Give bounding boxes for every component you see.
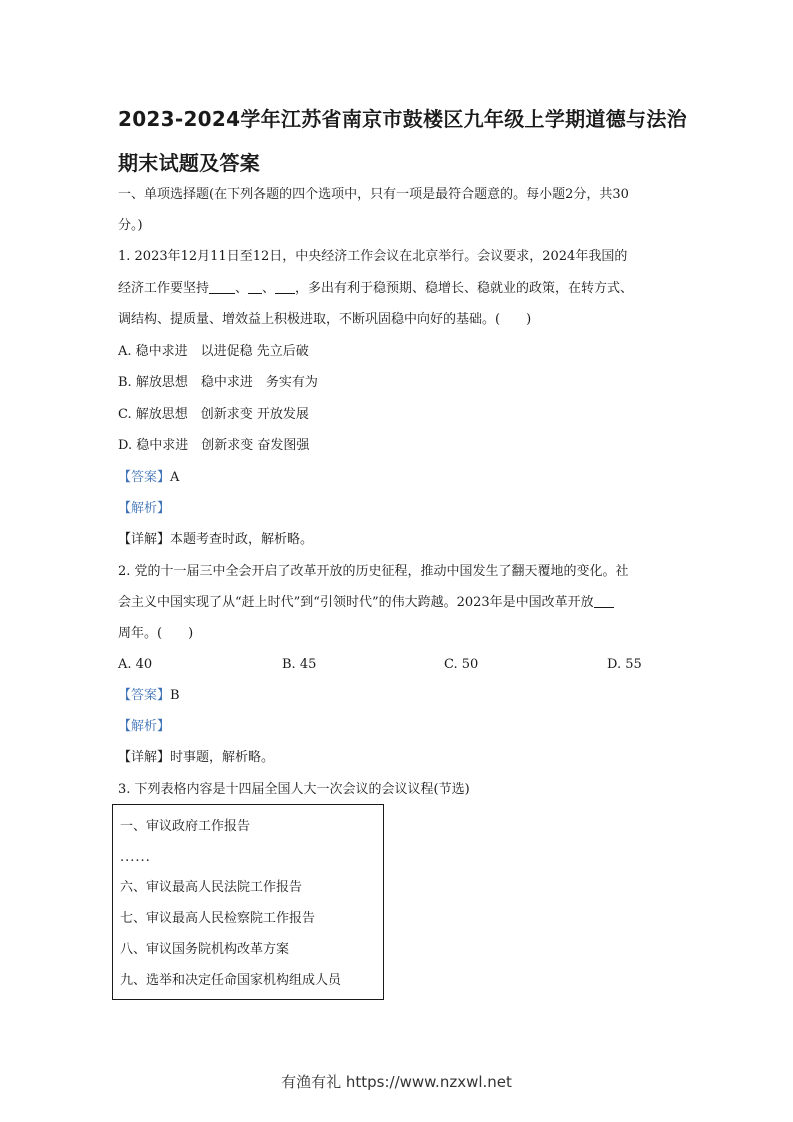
agenda-row: 六、审议最高人民法院工作报告 — [120, 880, 303, 895]
section-instructions-line1: 一、单项选择题(在下列各题的四个选项中，只有一项是最符合题意的。每小题2分，共30 — [118, 187, 629, 202]
q2-option-a: A. 40 — [118, 657, 153, 672]
fill-blank — [209, 279, 235, 294]
agenda-row: 一、审议政府工作报告 — [120, 819, 251, 834]
q2-option-b: B. 45 — [282, 657, 317, 672]
document-title: 2023-2024学年江苏省南京市鼓楼区九年级上学期道德与法治期末试题及答案 — [118, 107, 687, 175]
q1-option-a: A. 稳中求进 以进促稳 先立后破 — [118, 344, 309, 359]
agenda-row: 九、选举和决定任命国家机构组成人员 — [120, 973, 342, 988]
q2-answer — [118, 686, 180, 706]
answer-value: B — [170, 688, 180, 703]
agenda-table — [112, 804, 384, 1000]
q3-stem-line1: 3. 下列表格内容是十四届全国人大一次会议的会议议程(节选) — [118, 782, 470, 797]
q2-detail — [118, 748, 274, 768]
q1-separator: 、 — [235, 281, 249, 296]
answer-label: 【答案】 — [118, 470, 171, 485]
detail-text: 时事题，解析略。 — [170, 750, 275, 765]
q1-stem-line2 — [118, 279, 633, 299]
agenda-row: 八、审议国务院机构改革方案 — [120, 942, 290, 957]
q1-separator: 、 — [262, 281, 276, 296]
fill-blank — [248, 279, 262, 294]
detail-label: 【详解】 — [118, 532, 171, 547]
answer-value: A — [170, 470, 180, 485]
q2-analysis-label: 【解析】 — [118, 719, 171, 734]
q1-stem-line1: 1. 2023年12月11日至12日，中央经济工作会议在北京举行。会议要求，2024年我国的 — [118, 249, 628, 264]
q2-stem-line2 — [118, 593, 614, 613]
detail-text: 本题考查时政，解析略。 — [170, 532, 314, 547]
section-instructions-line2: 分。) — [118, 218, 143, 233]
answer-label: 【答案】 — [118, 688, 171, 703]
q2-option-c: C. 50 — [444, 657, 479, 672]
q2-options-row — [118, 655, 658, 675]
fill-blank — [594, 593, 614, 608]
q1-stem-line2-start: 经济工作要坚持 — [118, 281, 210, 296]
agenda-row: ...... — [120, 850, 151, 865]
q1-answer — [118, 468, 179, 488]
q1-analysis-label: 【解析】 — [118, 501, 171, 516]
q1-option-d: D. 稳中求进 创新求变 奋发图强 — [118, 438, 310, 453]
q2-stem-line2-text: 会主义中国实现了从“赶上时代”到“引领时代”的伟大跨越。2023年是中国改革开放 — [118, 595, 594, 610]
q2-stem-line3: 周年。( ) — [118, 626, 194, 641]
q2-stem-line1: 2. 党的十一届三中全会开启了改革开放的历史征程，推动中国发生了翻天覆地的变化。社 — [118, 564, 629, 579]
q1-stem-line2-end: ，多出有利于稳预期、稳增长、稳就业的政策，在转方式、 — [295, 281, 634, 296]
footer-watermark: 有渔有礼 https://www.nzxwl.net — [281, 1073, 512, 1091]
q1-stem-line3: 调结构、提质量、增效益上积极进取，不断巩固稳中向好的基础。( ) — [118, 312, 532, 327]
q1-option-b: B. 解放思想 稳中求进 务实有为 — [118, 375, 318, 390]
agenda-row: 七、审议最高人民检察院工作报告 — [120, 911, 316, 926]
q1-option-c: C. 解放思想 创新求变 开放发展 — [118, 407, 309, 422]
q1-detail — [118, 530, 313, 550]
fill-blank — [275, 279, 295, 294]
detail-label: 【详解】 — [118, 750, 171, 765]
q2-option-d: D. 55 — [607, 657, 642, 672]
